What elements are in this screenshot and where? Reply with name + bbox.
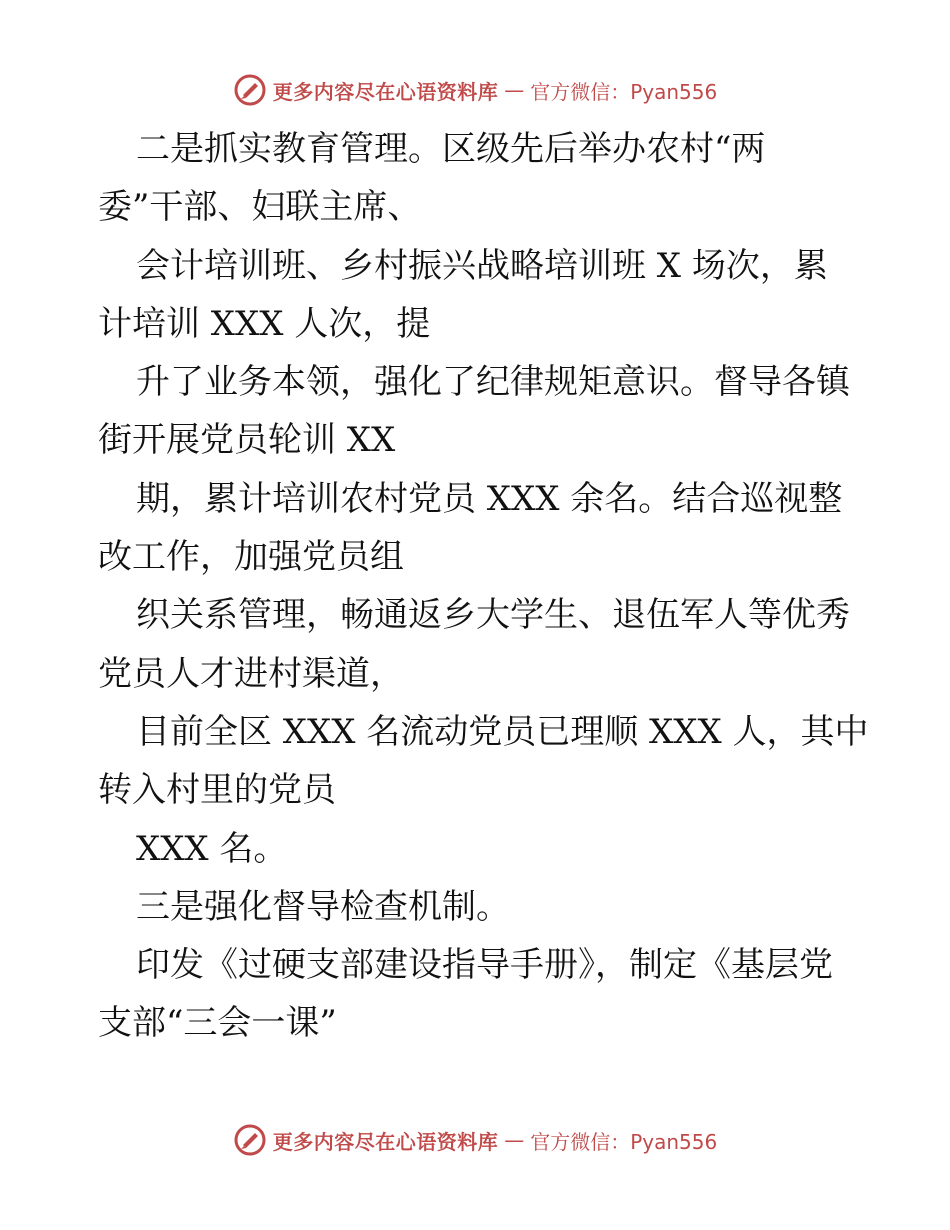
text-line: 支部“三会一课”	[98, 1003, 337, 1044]
text-line: 印发《过硬支部建设指导手册》，制定《基层党	[136, 945, 833, 986]
watermark-dash: —	[504, 78, 525, 102]
footer-watermark	[0, 1120, 950, 1160]
text-line: 期，累计培训农村党员 XXX 余名。结合巡视整	[136, 478, 843, 519]
text-line: 党员人才进村渠道，	[98, 653, 404, 694]
text-line: 三是强化督导检查机制。	[136, 886, 510, 927]
text-line: 升了业务本领，强化了纪律规矩意识。督导各镇	[136, 362, 850, 403]
header-watermark	[0, 70, 950, 110]
watermark-text: 更多内容尽在心语资料库	[272, 79, 499, 104]
text-line: 目前全区 XXX 名流动党员已理顺 XXX 人，其中	[136, 711, 869, 752]
text-line: 会计培训班、乡村振兴战略培训班 X 场次，累	[136, 245, 828, 286]
document-body	[98, 120, 869, 1053]
text-line: 委”干部、妇联主席、	[98, 187, 422, 228]
logo-icon	[233, 1123, 267, 1157]
logo-icon	[233, 73, 267, 107]
watermark-wechat: 官方微信：Pyan556	[530, 1129, 718, 1154]
text-line: 二是抓实教育管理。区级先后举办农村“两	[136, 129, 766, 169]
text-line: 转入村里的党员	[98, 770, 336, 811]
watermark-dash: —	[504, 1128, 525, 1152]
text-line: 织关系管理，畅通返乡大学生、退伍军人等优秀	[136, 595, 850, 636]
text-line: 街开展党员轮训 XX	[98, 420, 396, 461]
watermark-text: 更多内容尽在心语资料库	[272, 1129, 499, 1154]
watermark-wechat: 官方微信：Pyan556	[530, 79, 718, 104]
text-line: 改工作，加强党员组	[98, 537, 404, 578]
text-line: XXX 名。	[136, 828, 288, 869]
text-line: 计培训 XXX 人次，提	[98, 303, 431, 344]
